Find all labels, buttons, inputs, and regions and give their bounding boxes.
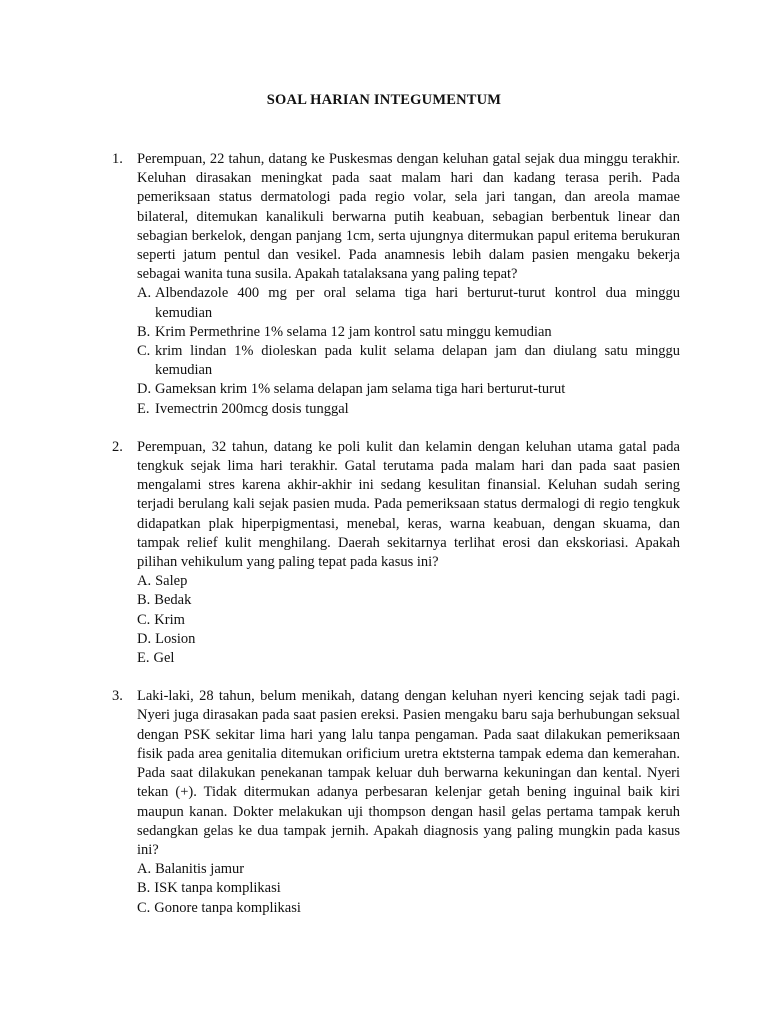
option-text: Losion [155,630,196,647]
option-letter: C. [137,611,151,628]
answer-option [137,649,680,668]
option-letter: E. [137,400,150,417]
option-text: Salep [155,573,188,590]
question-item [112,150,680,419]
question-item [112,687,680,917]
answer-option [137,342,680,380]
question-text: Perempuan, 32 tahun, datang ke poli kulit dan kelamin dengan keluhan utama gatal pada tengkuk sejak lima hari terakhir. Gatal terutama pada malam hari dan pada saat pasien mengalami stres karena akhir-akhir ini sedang kesulitan finansial. Keluhan sudah sering terjadi berulang kali sejak pasien muda. Pada pemeriksaan status dermalogi di regio tengkuk didapatkan plak hiperpigmentasi, menebal, keras, warna keabuan, dengan skuama, dan tampak relief kulit menghilang. Daerah sekitarnya terlihat erosi dan ekskoriasi. Apakah pilihan vehikulum yang paling tepat pada kasus ini? [137,438,680,571]
option-letter: D. [137,381,152,398]
option-letter: B. [137,592,151,609]
option-letter: D. [137,630,152,647]
option-letter: C. [137,343,151,360]
option-text: Gameksan krim 1% selama delapan jam selama tiga hari berturut-turut [155,381,566,398]
option-text: krim lindan 1% dioleskan pada kulit selama delapan jam dan diulang satu minggu kemudian [155,343,680,379]
answer-option [137,400,680,419]
question-text: Laki-laki, 28 tahun, belum menikah, datang dengan keluhan nyeri kencing sejak tadi pagi. Nyeri juga dirasakan pada saat pasien ereksi. Pasien mengaku baru saja berhubungan seksual dengan PSK sekitar lima hari yang lalu tanpa pengaman. Pada saat dilakukan pemeriksaan fisik pada area genitalia ditemukan orificium uretra ektsterna tampak edema dan kemerahan. Pada saat dilakukan penekanan tampak keluar duh berwarna kekuningan dan kental. Nyeri tekan (+). Tidak ditermukan adanya perbesaran kelenjar getah bening inguinal baik kiri maupun kanan. Dokter melakukan uji thompson dengan hasil gelas pertama tampak keruh sedangkan gelas ke dua tampak jernih. Apakah diagnosis yang paling mungkin pada kasus ini? [137,688,680,858]
answer-options [137,860,680,918]
option-letter: B. [137,323,151,340]
option-text: Gonore tanpa komplikasi [154,899,301,916]
answer-option [137,591,680,610]
option-text: Balanitis jamur [155,861,245,878]
question-text: Perempuan, 22 tahun, datang ke Puskesmas dengan keluhan gatal sejak dua minggu terakhir. Keluhan dirasakan meningkat pada saat malam hari dan kadang terasa perih. Pada pemeriksaan status dermatologi pada regio volar, sela jari tangan, dan areola mamae bilateral, ditemukan kanalikuli berwarna putih keabuan, sebagian berbentuk linear dan sebagian berkelok, dengan panjang 1cm, serta ujungnya ditermukan papul eritema berukuran seperti jatum pentul dan vesikel. Pada anamnesis lebih dalam pasien mengaku bekerja sebagai wanita tuna susila. Apakah tatalaksana yang paling tepat? [137,151,680,283]
question-number: 1. [112,151,123,167]
answer-option [137,380,680,399]
answer-option [137,879,680,898]
option-text: Ivemectrin 200mcg dosis tunggal [155,400,349,417]
answer-option [137,860,680,879]
question-list [112,150,680,937]
answer-options [137,284,680,418]
option-letter: A. [137,861,152,878]
answer-option [137,630,680,649]
option-text: Albendazole 400 mg per oral selama tiga hari berturut-turut kontrol dua minggu kemudian [155,285,680,321]
question-item [112,438,680,668]
document-title: SOAL HARIAN INTEGUMENTUM [266,92,502,108]
option-text: Gel [153,650,175,667]
option-text: Bedak [154,592,192,609]
option-letter: A. [137,285,152,302]
answer-option [137,611,680,630]
option-letter: B. [137,880,151,897]
option-text: ISK tanpa komplikasi [154,880,281,897]
option-letter: E. [137,650,150,667]
question-number: 3. [112,688,123,705]
answer-options [137,572,680,668]
answer-option [137,899,680,918]
option-text: Krim Permethrine 1% selama 12 jam kontrol satu minggu kemudian [155,323,552,340]
answer-option [137,284,680,322]
question-number: 2. [112,438,123,455]
option-letter: A. [137,573,152,590]
answer-option [137,323,680,342]
option-letter: C. [137,899,151,916]
option-text: Krim [154,611,185,628]
answer-option [137,572,680,591]
